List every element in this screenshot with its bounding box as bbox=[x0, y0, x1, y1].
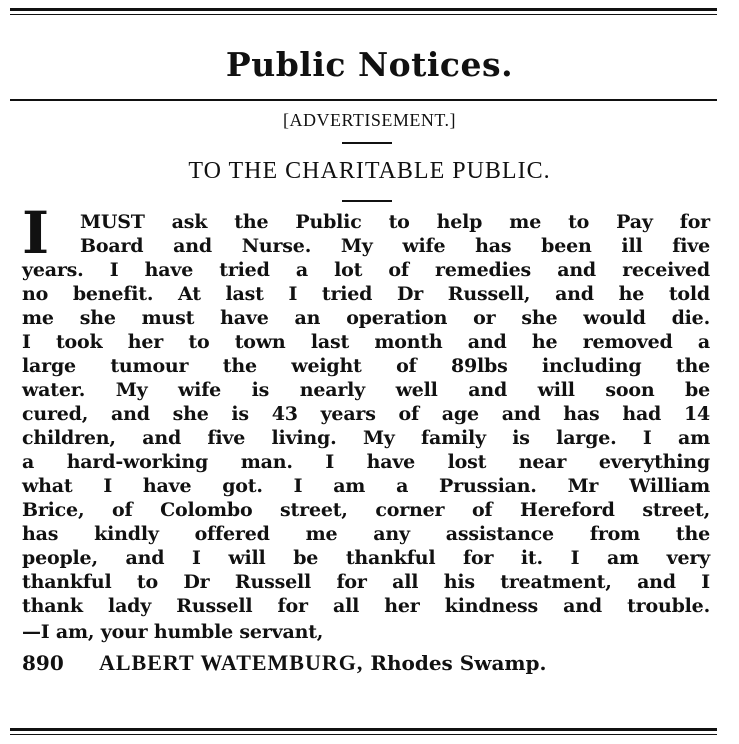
body-line: what I have got. I am a Prussian. Mr William bbox=[22, 475, 710, 497]
body-line: Brice, of Colombo street, corner of Hereford street, bbox=[22, 499, 710, 521]
body-line: thankful to Dr Russell for all his treatment, and I bbox=[22, 571, 710, 593]
body-line: MUST ask the Public to help me to Pay for bbox=[80, 211, 710, 233]
closing-line: —I am, your humble servant, bbox=[22, 621, 324, 643]
signature-number: 890 bbox=[22, 651, 64, 675]
body-line: no benefit. At last I tried Dr Russell, and he told bbox=[22, 283, 710, 305]
bottom-rule-thin bbox=[10, 734, 717, 735]
section-title: Public Notices. bbox=[225, 45, 514, 84]
short-divider-2 bbox=[342, 200, 392, 202]
body-line: a hard-working man. I have lost near everything bbox=[22, 451, 710, 473]
top-rule-thick bbox=[10, 8, 717, 11]
body-line: water. My wife is nearly well and will soon be bbox=[22, 379, 710, 401]
signature-line bbox=[22, 650, 710, 676]
advertisement-label: [ADVERTISEMENT.] bbox=[282, 110, 457, 130]
body-line: Board and Nurse. My wife has been ill five bbox=[80, 235, 710, 257]
body-line: has kindly offered me any assistance from the bbox=[22, 523, 710, 545]
signature-name: ALBERT WATEMBURG, bbox=[98, 650, 364, 675]
drop-cap: I bbox=[22, 199, 50, 267]
body-line: thank lady Russell for all her kindness and trouble. bbox=[22, 595, 710, 617]
body-line: I took her to town last month and he removed a bbox=[22, 331, 710, 353]
body-line: me she must have an operation or she would die. bbox=[22, 307, 710, 329]
top-rule-thin bbox=[10, 14, 717, 15]
signature-place: Rhodes Swamp. bbox=[370, 651, 547, 675]
body-line: years. I have tried a lot of remedies and received bbox=[22, 259, 710, 281]
title-divider bbox=[10, 99, 717, 101]
body-line: large tumour the weight of 89lbs including the bbox=[22, 355, 710, 377]
body-line: cured, and she is 43 years of age and has had 14 bbox=[22, 403, 710, 425]
body-line: children, and five living. My family is large. I am bbox=[22, 427, 710, 449]
bottom-rule-thick bbox=[10, 728, 717, 731]
notice-title: TO THE CHARITABLE PUBLIC. bbox=[188, 158, 551, 184]
short-divider-1 bbox=[342, 142, 392, 144]
body-line: people, and I will be thankful for it. I am very bbox=[22, 547, 710, 569]
